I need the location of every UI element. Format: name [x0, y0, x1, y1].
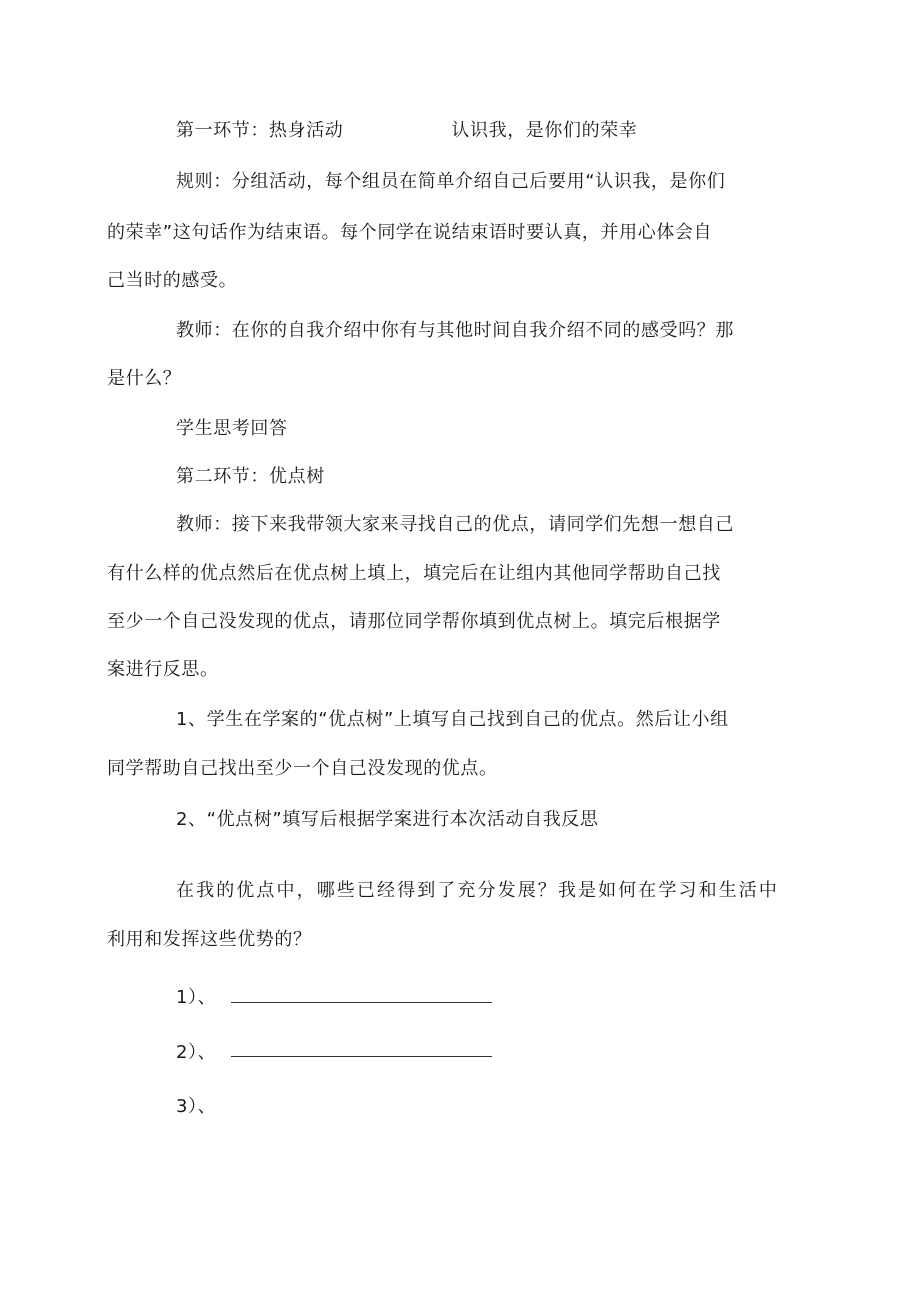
reflection-line-1: 在我的优点中，哪些已经得到了充分发展？我是如何在学习和生活中: [176, 880, 779, 901]
answer-item-1: 1）、: [176, 987, 217, 1008]
teacher-question-2-line-2: 有什么样的优点然后在优点树上填上，填完后在让组内其他同学帮助自己找: [107, 563, 721, 584]
section2-heading: 第二环节：优点树: [176, 466, 325, 487]
teacher-question-1-line-2: 是什么？: [107, 368, 182, 389]
answer-item-3: 3）、: [176, 1096, 217, 1117]
reflection-line-2: 利用和发挥这些优势的？: [107, 929, 312, 950]
teacher-question-2-line-3: 至少一个自己没发现的优点，请那位同学帮你填到优点树上。填完后根据学: [107, 611, 721, 632]
rules-line-3: 己当时的感受。: [107, 270, 238, 291]
section1-theme: 认识我，是你们的荣幸: [451, 120, 638, 141]
step1-line-2: 同学帮助自己找出至少一个自己没发现的优点。: [107, 758, 498, 779]
teacher-question-1-line-1: 教师：在你的自我介绍中你有与其他时间自我介绍不同的感受吗？那: [176, 320, 734, 341]
teacher-question-2-line-1: 教师：接下来我带领大家来寻找自己的优点，请同学们先想一想自己: [176, 514, 734, 535]
answer-item-2: 2）、: [176, 1042, 217, 1063]
section1-heading-line: [176, 118, 637, 144]
rules-line-2: 的荣幸”这句话作为结束语。每个同学在说结束语时要认真，并用心体会自: [107, 222, 713, 243]
answer-blank-2: [231, 1056, 492, 1057]
section1-heading: 第一环节：热身活动: [176, 120, 344, 141]
rules-line-1: 规则：分组活动，每个组员在简单介绍自己后要用“认识我，是你们: [176, 171, 726, 192]
step1-line-1: 1、学生在学案的“优点树”上填写自己找到自己的优点。然后让小组: [176, 709, 729, 730]
answer-blank-1: [231, 1002, 492, 1003]
student-answer: 学生思考回答: [176, 418, 288, 439]
step2: 2、“优点树”填写后根据学案进行本次活动自我反思: [176, 809, 599, 830]
teacher-question-2-line-4: 案进行反思。: [107, 659, 219, 680]
